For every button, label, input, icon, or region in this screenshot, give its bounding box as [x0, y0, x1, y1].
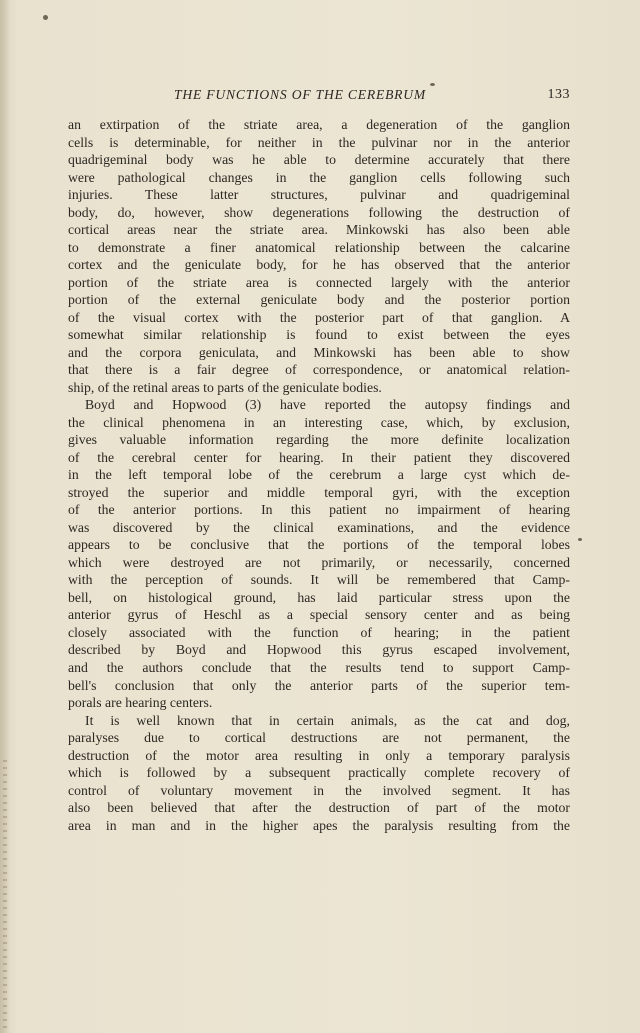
text-line: Boyd and Hopwood (3) have reported the autopsy findings and: [85, 397, 570, 413]
text-line: of the cerebral center for hearing. In their patient they discovered: [68, 449, 570, 465]
text-line: described by Boyd and Hopwood this gyrus escaped involvement,: [68, 642, 570, 658]
text-line: anterior gyrus of Heschl as a special sensory center and as being: [68, 607, 570, 623]
text-line: appears to be conclusive that the portions of the temporal lobes: [68, 537, 570, 553]
text-line: which is followed by a subsequent practically complete recovery of: [68, 765, 570, 781]
text-line: ship, of the retinal areas to parts of the geniculate bodies.: [68, 379, 382, 395]
text-line: and the authors conclude that the results tend to support Camp-: [68, 659, 570, 675]
text-line: cells is determinable, for neither in the pulvinar nor in the anterior: [68, 134, 570, 150]
text-line: to demonstrate a finer anatomical relationship between the calcarine: [68, 239, 570, 255]
text-line: quadrigeminal body was he able to determine accurately that there: [68, 152, 570, 168]
text-line: gives valuable information regarding the more definite localization: [68, 432, 570, 448]
text-line: an extirpation of the striate area, a degeneration of the ganglion: [68, 117, 570, 132]
text-line: portion of the external geniculate body and the posterior portion: [68, 292, 570, 308]
text-line: was discovered by the clinical examinations, and the evidence: [68, 519, 570, 535]
text-line: bell, on histological ground, has laid particular stress upon the: [68, 589, 570, 605]
text-line: portion of the striate area is connected largely with the anterior: [68, 274, 570, 290]
page-edge-marks: [3, 760, 7, 1033]
text-line: cortical areas near the striate area. Minkowski has also been able: [68, 222, 570, 238]
text-line: which were destroyed are not primarily, or necessarily, concerned: [68, 554, 570, 570]
text-line: of the visual cortex with the posterior part of that ganglion. A: [68, 309, 570, 325]
text-line: also been believed that after the destruction of part of the motor: [68, 800, 570, 816]
running-head: [68, 84, 570, 108]
text-line: destruction of the motor area resulting in only a temporary paralysis: [68, 747, 570, 763]
text-line: the clinical phenomena in an interesting case, which, by exclusion,: [68, 414, 570, 430]
text-line: and the corpora geniculata, and Minkowski has been able to show: [68, 344, 570, 360]
text-line: with the perception of sounds. It will be remembered that Camp-: [68, 572, 570, 588]
body-text: [68, 116, 570, 876]
text-line: in the left temporal lobe of the cerebrum a large cyst which de-: [68, 467, 570, 483]
text-line: porals are hearing centers.: [68, 695, 213, 711]
text-line: cortex and the geniculate body, for he has observed that the anterior: [68, 257, 570, 273]
text-line: that there is a fair degree of correspondence, or anatomical relation-: [68, 362, 570, 378]
ink-speck: [578, 538, 582, 541]
text-line: were pathological changes in the ganglion cells following such: [68, 169, 570, 185]
text-line: bell's conclusion that only the anterior parts of the superior tem-: [68, 677, 570, 693]
running-title: THE FUNCTIONS OF THE CEREBRUM: [174, 87, 427, 102]
text-line: paralyses due to cortical destructions are not permanent, the: [68, 730, 570, 746]
text-line: It is well known that in certain animals, as the cat and dog,: [85, 712, 570, 728]
page-number: 133: [547, 87, 570, 102]
text-line: body, do, however, show degenerations following the destruction of: [68, 204, 570, 220]
ink-speck: [43, 15, 48, 20]
text-line: somewhat similar relationship is found to exist between the eyes: [68, 327, 570, 343]
text-line: of the anterior portions. In this patient no impairment of hearing: [68, 502, 570, 518]
text-line: stroyed the superior and middle temporal gyri, with the exception: [68, 484, 570, 500]
text-line: control of voluntary movement in the involved segment. It has: [68, 782, 570, 798]
text-line: closely associated with the function of hearing; in the patient: [68, 624, 570, 640]
text-line: injuries. These latter structures, pulvinar and quadrigeminal: [68, 187, 570, 203]
text-line: area in man and in the higher apes the paralysis resulting from the: [68, 817, 570, 833]
